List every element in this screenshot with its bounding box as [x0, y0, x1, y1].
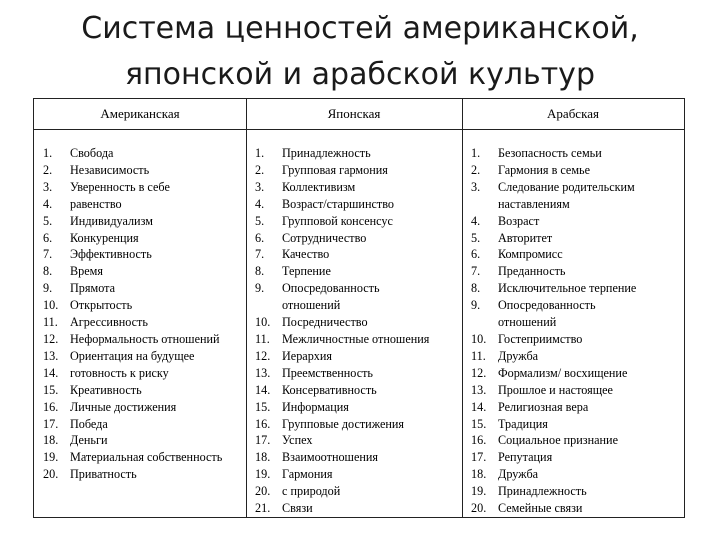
slide-title-line-2: японской и арабской культур [125, 57, 595, 92]
item-number: 9. [43, 281, 53, 296]
item-text: Возраст [498, 213, 540, 228]
item-text: Преемственность [282, 365, 373, 380]
item-number: 8. [255, 264, 265, 279]
value-list-japanese [246, 145, 462, 517]
item-number: 4. [43, 196, 53, 211]
item-text: Гармония [282, 467, 333, 482]
item-text: готовность к риску [70, 365, 169, 380]
item-number: 14. [471, 399, 487, 414]
item-text: Принадлежность [282, 146, 371, 160]
item-number: 4. [255, 196, 265, 211]
item-number: 18. [255, 450, 271, 465]
item-number: 12. [255, 348, 271, 363]
item-text: Открытость [70, 298, 133, 313]
item-number: 7. [255, 247, 265, 262]
item-number: 1. [471, 146, 481, 160]
list-item [246, 382, 462, 399]
item-text: Гармония в семье [498, 162, 591, 177]
list-item [462, 466, 684, 483]
item-number: 19. [255, 467, 271, 482]
item-text: Коллективизм [282, 179, 356, 194]
list-item [462, 348, 684, 365]
item-text: Дружба [498, 348, 539, 363]
list-item [34, 230, 246, 247]
item-text: Исключительное терпение [498, 281, 637, 296]
list-item [246, 213, 462, 230]
item-text: Групповая гармония [282, 162, 388, 177]
item-number: 11. [471, 348, 486, 363]
item-text: Личные достижения [70, 399, 177, 414]
list-item [462, 196, 684, 213]
item-number: 12. [471, 365, 487, 380]
list-item [34, 314, 246, 331]
item-text: Сотрудничество [282, 230, 367, 245]
item-number: 15. [43, 382, 59, 397]
item-number: 6. [255, 230, 265, 245]
column-american [34, 99, 246, 517]
item-number: 15. [255, 399, 271, 414]
item-number: 15. [471, 416, 487, 431]
item-number: 13. [43, 348, 59, 363]
item-text: Авторитет [498, 230, 553, 245]
list-item [462, 230, 684, 247]
list-item [34, 145, 246, 162]
item-number: 2. [43, 162, 53, 177]
item-number: 2. [471, 162, 481, 177]
list-item [462, 449, 684, 466]
item-text: отношений [498, 315, 557, 330]
item-text: наставлениям [498, 196, 570, 211]
item-number: 17. [43, 416, 59, 431]
item-number: 5. [43, 213, 53, 228]
item-number: 17. [255, 433, 271, 448]
item-text: Иерархия [282, 348, 333, 363]
item-text: Дружба [498, 467, 539, 482]
slide-title [0, 6, 720, 98]
item-text: Свобода [70, 146, 114, 160]
item-number: 12. [43, 331, 59, 346]
column-header-japanese: Японская [327, 106, 381, 121]
list-item [246, 230, 462, 247]
item-number: 10. [471, 331, 487, 346]
item-text: Эффективность [70, 247, 152, 262]
list-item [34, 331, 246, 348]
list-item [246, 432, 462, 449]
item-number: 3. [255, 179, 265, 194]
item-number: 4. [471, 213, 481, 228]
item-number: 11. [255, 331, 270, 346]
value-list-arabic [462, 145, 684, 517]
list-item [34, 432, 246, 449]
item-text: Посредничество [282, 315, 368, 330]
item-text: Возраст/старшинство [282, 196, 394, 211]
list-item [246, 162, 462, 179]
list-item [246, 348, 462, 365]
list-item [246, 196, 462, 213]
list-item [462, 399, 684, 416]
item-text: Консервативность [282, 382, 377, 397]
list-item [246, 500, 462, 517]
item-text: Безопасность семьи [498, 146, 602, 160]
item-text: Преданность [498, 264, 566, 279]
list-item [462, 314, 684, 331]
list-item [246, 449, 462, 466]
item-text: Гостеприимство [498, 331, 583, 346]
list-item [246, 297, 462, 314]
list-item [246, 466, 462, 483]
item-text: Агрессивность [70, 315, 148, 330]
list-item [34, 297, 246, 314]
list-item [462, 162, 684, 179]
item-text: Опосредованность [498, 298, 596, 313]
item-number: 20. [255, 484, 271, 499]
item-number: 17. [471, 450, 487, 465]
item-text: Материальная собственность [70, 450, 223, 465]
item-text: Принадлежность [498, 484, 587, 499]
item-number: 9. [255, 281, 265, 296]
item-text: Религиозная вера [498, 399, 589, 414]
list-item [462, 145, 684, 162]
list-item [34, 416, 246, 433]
item-number: 3. [471, 179, 481, 194]
item-number: 16. [43, 399, 59, 414]
item-number: 20. [43, 467, 59, 482]
list-item [246, 365, 462, 382]
list-item [462, 280, 684, 297]
list-item [246, 314, 462, 331]
list-item [34, 449, 246, 466]
item-number: 7. [471, 264, 481, 279]
item-text: Взаимоотношения [282, 450, 379, 465]
item-number: 18. [43, 433, 59, 448]
list-item [34, 399, 246, 416]
item-text: Групповые достижения [282, 416, 405, 431]
list-item [34, 466, 246, 483]
item-number: 19. [471, 484, 487, 499]
list-item [462, 331, 684, 348]
list-item [246, 331, 462, 348]
column-header-american: Американская [100, 106, 180, 121]
item-text: отношений [282, 298, 341, 313]
item-text: Независимость [70, 162, 150, 177]
item-number: 9. [471, 298, 481, 313]
item-number: 3. [43, 179, 53, 194]
item-number: 6. [471, 247, 481, 262]
list-item [246, 246, 462, 263]
item-number: 16. [255, 416, 271, 431]
item-text: Индивидуализм [70, 213, 153, 228]
list-item [462, 213, 684, 230]
item-text: Связи [282, 501, 313, 516]
item-text: Креативность [70, 382, 142, 397]
list-item [34, 280, 246, 297]
list-item [462, 246, 684, 263]
item-text: Конкуренция [70, 230, 139, 245]
item-number: 2. [255, 162, 265, 177]
list-item [462, 382, 684, 399]
list-item [462, 416, 684, 433]
item-text: равенство [70, 196, 122, 211]
list-item [246, 179, 462, 196]
item-text: Качество [282, 247, 330, 262]
list-item [246, 416, 462, 433]
column-japanese [246, 99, 462, 517]
item-text: Прошлое и настоящее [498, 382, 613, 397]
list-item [34, 348, 246, 365]
list-item [246, 145, 462, 162]
item-text: Прямота [70, 281, 116, 296]
item-text: Информация [282, 399, 349, 414]
list-item [34, 162, 246, 179]
item-number: 20. [471, 501, 487, 516]
item-text: Приватность [70, 467, 137, 482]
slide-title-line-1: Система ценностей американской, [81, 11, 639, 46]
item-text: Следование родительским [498, 179, 635, 194]
item-number: 7. [43, 247, 53, 262]
list-item [34, 246, 246, 263]
item-number: 16. [471, 433, 487, 448]
list-item [34, 382, 246, 399]
list-item [462, 179, 684, 196]
item-number: 6. [43, 230, 53, 245]
values-table [33, 98, 685, 518]
item-text: Ориентация на будущее [70, 348, 195, 363]
item-number: 10. [43, 298, 59, 313]
list-item [462, 297, 684, 314]
list-item [462, 263, 684, 280]
column-header-arabic: Арабская [547, 106, 599, 121]
item-number: 1. [255, 146, 265, 160]
item-number: 19. [43, 450, 59, 465]
item-text: Время [70, 264, 103, 279]
item-number: 10. [255, 315, 271, 330]
column-arabic [462, 99, 684, 517]
item-text: с природой [282, 484, 341, 499]
item-text: Репутация [498, 450, 553, 465]
value-list-american [34, 145, 246, 483]
list-item [246, 483, 462, 500]
list-item [462, 483, 684, 500]
item-text: Неформальность отношений [70, 331, 220, 346]
list-item [34, 263, 246, 280]
item-text: Компромисс [498, 247, 563, 262]
list-item [246, 280, 462, 297]
item-number: 5. [471, 230, 481, 245]
item-text: Групповой консенсус [282, 213, 393, 228]
list-item [246, 399, 462, 416]
item-text: Социальное признание [498, 433, 618, 448]
list-item [34, 213, 246, 230]
item-text: Терпение [282, 264, 331, 279]
item-text: Семейные связи [498, 501, 583, 516]
list-item [246, 263, 462, 280]
item-number: 1. [43, 146, 53, 160]
item-text: Успех [282, 433, 313, 448]
item-number: 8. [43, 264, 53, 279]
item-text: Уверенность в себе [70, 179, 170, 194]
list-item [462, 432, 684, 449]
item-text: Победа [70, 416, 108, 431]
list-item [462, 365, 684, 382]
list-item [34, 196, 246, 213]
item-number: 5. [255, 213, 265, 228]
item-number: 13. [255, 365, 271, 380]
item-text: Традиция [498, 416, 548, 431]
list-item [34, 179, 246, 196]
item-text: Межличностные отношения [282, 331, 430, 346]
item-number: 21. [255, 501, 271, 516]
item-text: Деньги [70, 433, 108, 448]
list-item [462, 500, 684, 517]
item-number: 11. [43, 315, 58, 330]
item-number: 14. [255, 382, 271, 397]
item-number: 8. [471, 281, 481, 296]
item-number: 13. [471, 382, 487, 397]
item-number: 14. [43, 365, 59, 380]
item-text: Формализм/ восхищение [498, 365, 628, 380]
item-text: Опосредованность [282, 281, 380, 296]
list-item [34, 365, 246, 382]
item-number: 18. [471, 467, 487, 482]
